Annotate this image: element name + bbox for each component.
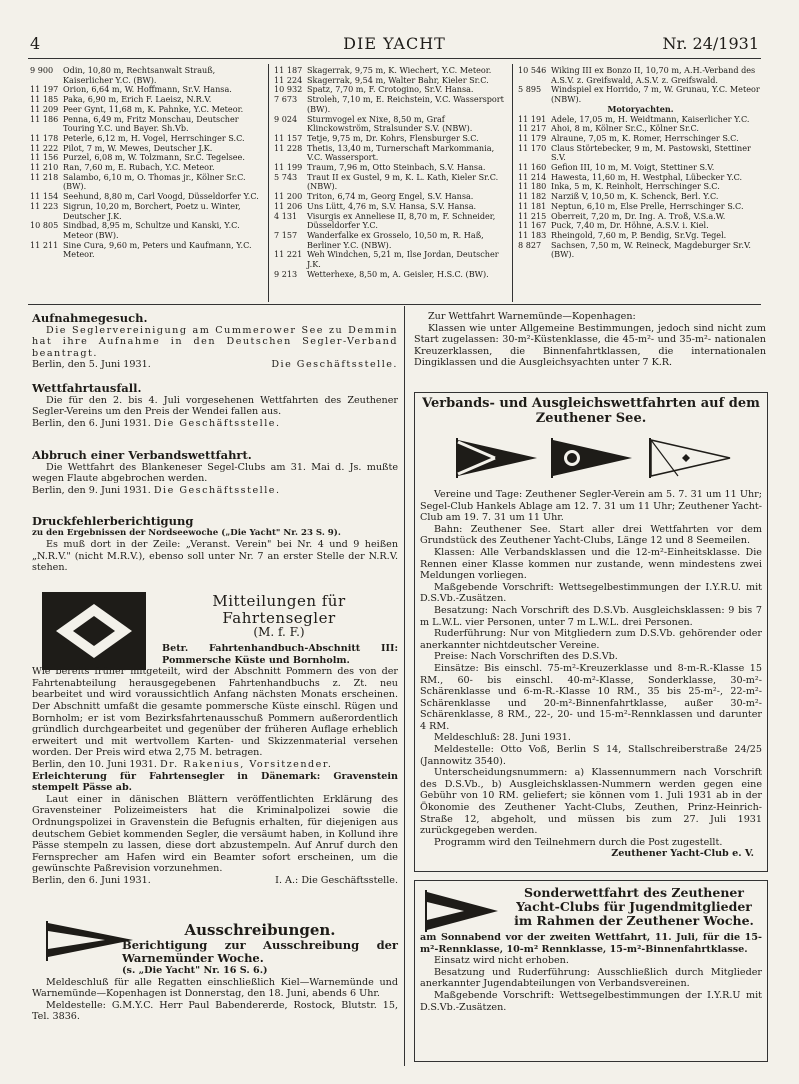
- sonder-section: [420, 886, 762, 1013]
- aufnahme-footer: Berlin, den 5. Juni 1931. Die Geschäftsstelle.: [32, 359, 398, 371]
- sonder-p1: Einsatz wird nicht erhoben.: [434, 955, 569, 967]
- entry-number: 11 210: [30, 162, 59, 173]
- page-header: [30, 34, 759, 56]
- zeuthen-p5: Besatzung: Nach Vorschrift des D.S.Vb. Ausgleichsklassen: 9 bis 7 m L.W.L. vier Personen, unter 7 m L.W.L. drei Personen.: [420, 604, 762, 628]
- zeuthen-p7: Preise: Nach Vorschriften des D.S.Vb.: [434, 651, 618, 663]
- zeuthen-p3: Klassen: Alle Verbandsklassen und die 12-m²-Einheitsklasse. Die Rennen einer Klasse kommen nur zustande, wenn mindestens zwei Meldungen vorliegen.: [420, 546, 762, 582]
- yacht-entry: [30, 221, 262, 240]
- journal-title: DIE YACHT: [343, 34, 446, 53]
- entry-text: Penna, 6,49 m, Fritz Monschau, Deutscher Touring Y.C. und Bayer. Sh.Vb.: [63, 113, 239, 134]
- yacht-list-column-1: [30, 66, 262, 260]
- ausschreibungen-sub: Berichtigung zur Ausschreibung der Warnemünder Woche.: [122, 938, 398, 965]
- entry-text: Paka, 6,90 m, Erich F. Laeisz, N.R.V.: [63, 94, 212, 105]
- sonder-p3: Maßgebende Vorschrift: Wettsegelbestimmungen der I.Y.R.U mit D.S.Vb.-Zusätzen.: [420, 989, 762, 1013]
- yacht-entry: [274, 231, 506, 250]
- yacht-entry: [274, 212, 506, 231]
- entry-number: 11 206: [274, 200, 303, 211]
- entry-text: Skagerrak, 9,54 m, Walter Bahr, Kieler Sr.C.: [307, 74, 489, 85]
- yacht-entry: [274, 173, 506, 192]
- abbruch-body: Die Wettfahrt des Blankeneser Segel-Clubs am 31. Mai d. Js. mußte wegen Flaute abgebrochen werden.: [32, 461, 398, 485]
- entry-text: Thetis, 13,40 m, Turnerschaft Markommania, V.C. Wassersport.: [307, 142, 495, 163]
- entry-text: Claus Störtebecker, 9 m, M. Pastowski, Stettiner S.V.: [551, 142, 751, 163]
- column-divider: [268, 64, 269, 302]
- entry-number: 11 167: [518, 220, 547, 231]
- entry-number: 11 199: [274, 162, 303, 173]
- entry-number: 11 183: [518, 229, 547, 240]
- club-pennant-icon: [455, 438, 539, 478]
- abbruch-footer: Berlin, den 9. Juni 1931. Die Geschäftsstelle.: [32, 484, 281, 496]
- entry-text: Adele, 17,05 m, H. Weidtmann, Kaiserlicher Y.C.: [551, 113, 750, 124]
- entry-number: 11 228: [274, 142, 303, 153]
- entry-number: 10 932: [274, 84, 303, 95]
- ausschreibungen: [32, 922, 398, 1023]
- entry-number: 11 156: [30, 152, 59, 163]
- abbruch: [32, 450, 398, 496]
- header-rule: [28, 58, 761, 59]
- warnemuende-kopenhagen: [414, 311, 766, 369]
- entry-text: Traut II ex Gustel, 9 m, K. L. Kath, Kieler Sr.C. (NBW).: [307, 171, 499, 192]
- page-number: 4: [30, 34, 41, 53]
- entry-text: Triton, 6,74 m, Georg Engel, S.V. Hansa.: [307, 191, 474, 202]
- entry-number: 5 743: [274, 171, 298, 182]
- entry-number: 11 191: [518, 113, 547, 124]
- aufnahme-body: Die Seglervereinigung am Cummerower See zu Demmin hat ihre Aufnahme in den Deutschen Segler-Verband beantragt.: [32, 324, 398, 359]
- ausschreibungen-body: Meldeschluß für alle Regatten einschließlich Kiel—Warnemünde und Warnemünde—Kopenhagen ist Donnerstag, den 18. Juni, abends 6 Uhr.: [32, 976, 398, 1000]
- entry-number: 11 218: [30, 171, 59, 182]
- entry-number: 11 200: [274, 191, 303, 202]
- column-divider: [404, 306, 405, 1066]
- yacht-entry: [518, 85, 763, 104]
- entry-number: 7 157: [274, 229, 298, 240]
- wettfahrtausfall: [32, 383, 398, 429]
- entry-number: 11 224: [274, 74, 303, 85]
- club-pennant-icon: [550, 438, 634, 478]
- yacht-entry: [274, 250, 506, 269]
- motoryachten-heading: Motoryachten.: [607, 103, 674, 114]
- entry-number: 11 197: [30, 84, 59, 95]
- yacht-entry: [30, 66, 262, 85]
- zeuthen-p4: Maßgebende Vorschrift: Wettsegelbestimmungen der I.Y.R.U. mit D.S.Vb.-Zusätzen.: [420, 581, 762, 605]
- entry-number: 11 187: [274, 65, 303, 75]
- entry-number: 11 182: [518, 191, 547, 202]
- sonder-title: Sonderwettfahrt des Zeuthener Yacht-Clubs für Jugendmitglieder im Rahmen der Zeuthener Woche.: [514, 885, 754, 928]
- entry-text: Alraune, 7,05 m, K. Romer, Herrschinger S.C.: [551, 132, 739, 143]
- entry-text: Odin, 10,80 m, Rechtsanwalt Strauß, Kaiserlicher Y.C. (BW).: [63, 65, 216, 85]
- entry-number: 11 215: [518, 210, 547, 221]
- zeuthen-body: [420, 489, 762, 860]
- entry-text: Spatz, 7,70 m, F. Crotogino, Sr.V. Hansa.: [307, 84, 474, 95]
- zeuthen-p2: Bahn: Zeuthener See. Start aller drei Wettfahrten vor dem Grundstück des Zeuthener Yacht-Clubs, Länge 12 und 8 Seemeilen.: [420, 523, 762, 547]
- yacht-entry: [274, 95, 506, 114]
- ausschreibungen-ref: (s. „Die Yacht" Nr. 16 S. 6.): [122, 965, 268, 976]
- ausfall-title: Wettfahrtausfall.: [32, 381, 142, 395]
- entry-text: Gefion III, 10 m, M. Voigt, Stettiner S.V.: [551, 162, 715, 173]
- entry-text: Seehund, 8,80 m, Carl Voogd, Düsseldorfer Y.C.: [63, 191, 259, 202]
- entry-text: Salambo, 6,10 m, O. Thomas jr., Kölner Sr.C. (BW).: [63, 171, 246, 192]
- entry-number: 11 154: [30, 191, 59, 202]
- entry-text: Sindbad, 8,95 m, Schultze und Kanski, Y.C. Meteor (BW).: [63, 220, 240, 240]
- entry-number: 5 895: [518, 84, 542, 95]
- yacht-entry: [518, 144, 763, 163]
- entry-text: Uns Lütt, 4,76 m, S.V. Hansa, S.V. Hansa.: [307, 200, 477, 211]
- yacht-entry: [518, 241, 763, 260]
- yacht-entry: [30, 241, 262, 260]
- entry-text: Peterle, 6,12 m, H. Vogel, Herrschinger S.C.: [63, 132, 245, 143]
- yacht-entry: [274, 115, 506, 134]
- entry-number: 10 546: [518, 65, 547, 75]
- mitteilungen-header: [160, 593, 398, 639]
- zeuthen-sign: Zeuthener Yacht-Club e. V.: [611, 848, 754, 860]
- sonder-p2: Besatzung und Ruderführung: Ausschließlich durch Mitglieder anerkannter Jugendabteilungen von Verbandsvereinen.: [420, 966, 762, 990]
- druckfehler-body: Es muß dort in der Zeile: „Veranst. Verein" bei Nr. 4 und 9 heißen „N.R.V." (nicht M.R.V.), ebenso soll unter Nr. 7 an erster Stelle der N.R.V. stehen.: [32, 539, 398, 574]
- mfs-p2-footer: Berlin, den 6. Juni 1931. I. A.: Die Geschäftsstelle.: [32, 874, 398, 886]
- entry-text: Purzel, 6,08 m, W. Tolzmann, Sr.C. Tegelsee.: [63, 152, 245, 163]
- entry-text: Wiking III ex Bonzo II, 10,70 m, A.H.-Verband des A.S.V. z. Greifswald, A.S.V. z. Greifswald.: [551, 65, 756, 85]
- mfs-sub1: Betr. Fahrtenhandbuch-Abschnitt III: Pommersche Küste und Bornholm.: [162, 643, 398, 666]
- entry-text: Sturmvogel ex Nixe, 8,50 m, Graf Klinckowström, Stralsunder S.V. (NBW).: [307, 113, 473, 134]
- entry-number: 11 214: [518, 171, 547, 182]
- yacht-entry: [274, 270, 506, 280]
- entry-text: Pilot, 7 m, W. Mewes, Deutscher J.K.: [63, 142, 213, 153]
- druckfehler-title: Druckfehlerberichtigung: [32, 514, 194, 528]
- mfs-title: Mitteilungen für Fahrtensegler: [212, 592, 346, 627]
- entry-text: Wetterhexe, 8,50 m, A. Geisler, H.S.C. (BW).: [307, 268, 489, 279]
- entry-number: 9 900: [30, 65, 54, 75]
- entry-text: Wanderfalke ex Grosselo, 10,50 m, R. Haß, Berliner Y.C. (NBW).: [307, 229, 484, 250]
- entry-number: 11 186: [30, 113, 59, 124]
- mfs-sub2: Erleichterung für Fahrtensegler in Dänemark: Gravenstein stempelt Pässe ab.: [32, 770, 398, 794]
- entry-number: 11 178: [30, 132, 59, 143]
- entry-text: Windspiel ex Horrido, 7 m, W. Grunau, Y.C. Meteor (NBW).: [551, 84, 760, 105]
- yacht-entry: [30, 115, 262, 134]
- yacht-list-column-3: [518, 66, 763, 260]
- entry-text: Hawesta, 11,60 m, H. Westphal, Lübecker Y.C.: [551, 171, 743, 182]
- entry-number: 9 213: [274, 268, 298, 279]
- entry-text: Skagerrak, 9,75 m, K. Wiechert, Y.C. Meteor.: [307, 65, 492, 75]
- entry-text: Puck, 7,40 m, Dr. Höhne, A.S.V. i. Kiel.: [551, 220, 709, 231]
- yacht-entry: [30, 202, 262, 221]
- yacht-entry: [518, 66, 763, 85]
- entry-text: Traum, 7,96 m, Otto Steinbach, S.V. Hansa.: [307, 162, 486, 173]
- zeuthen-title: Verbands- und Ausgleichswettfahrten auf dem Zeuthener See.: [422, 396, 760, 426]
- zeuthen-p1: Vereine und Tage: Zeuthener Segler-Verein am 5. 7. 31 um 11 Uhr; Segel-Club Hankels Ablage am 12. 7. 31 um 11 Uhr; Zeuthener Yacht-Club am 19. 7. 31 um 11 Uhr.: [420, 489, 762, 524]
- entry-text: Ahoi, 8 m, Kölner Sr.C., Kölner Sr.C.: [551, 123, 699, 134]
- zeuthen-p8: Einsätze: Bis einschl. 75-m²-Kreuzerklasse und 8-m-R.-Klasse 15 RM., 60- bis einschl. 40-m²-Klasse, Sonderklasse, 30-m²-Schärenklasse und 6-m-R.-Klasse 10 RM., 35 bis 25-m²-, 22-m²-Schärenklasse und 20-m²-Binnenfahrtklasse, außer 30-m²-Schärenklasse, 8 RM., 22-, 20- und 15-m²-Rennklassen und darunter 4 RM.: [420, 662, 762, 732]
- entry-number: 4 131: [274, 210, 298, 221]
- ausfall-footer: Berlin, den 6. Juni 1931. Die Geschäftsstelle.: [32, 417, 281, 429]
- right-top-heading: Zur Wettfahrt Warnemünde—Kopenhagen:: [428, 311, 636, 322]
- entry-number: 11 223: [30, 200, 59, 211]
- sonder-bold: am Sonnabend vor der zweiten Wettfahrt, 11. Juli, für die 15-m²-Rennklasse, 10-m² Rennklasse, 15-m²-Binnenfahrtklasse.: [420, 932, 762, 955]
- entry-number: 11 180: [518, 181, 547, 192]
- entry-text: Sachsen, 7,50 m, W. Reineck, Magdeburger Sr.V. (BW).: [551, 239, 751, 260]
- entry-number: 7 673: [274, 94, 298, 105]
- right-top-body: Klassen wie unter Allgemeine Bestimmungen, jedoch sind nicht zum Start zugelassen: 30-m²-Küstenklasse, die 45-m²- und 35-m²- nationalen Kreuzerklassen, die Binnenfahrtklassen, die internationalen Dingiklassen und die Ausgleichsyachten unter 7 K.R.: [414, 322, 766, 369]
- druckfehler: [32, 516, 398, 574]
- zeuthen-p11: Unterscheidungsnummern: a) Klassennummern nach Vorschrift des D.S.Vb., b) Ausgleichsklassen-Nummern werden gegen eine Gebühr von 10 RM. geliefert; sie können vom 1. Juli 1931 ab in der Ökonomie des Zeuthener Yacht-Clubs, Zeuthen, Prinz-Heinrich-Straße 12, abgeholt, und müssen bis zum 27. Juli 1931 zurückgegeben werden.: [420, 767, 762, 837]
- aufnahme-title: Aufnahmegesuch.: [32, 311, 148, 325]
- entry-number: 11 181: [518, 200, 547, 211]
- issue-number: Nr. 24/1931: [662, 34, 759, 53]
- entry-number: 10 805: [30, 220, 59, 231]
- mitteilungen-body: [32, 643, 398, 886]
- column-divider: [512, 64, 513, 302]
- abbruch-title: Abbruch einer Verbandswettfahrt.: [32, 448, 252, 462]
- entry-number: 9 024: [274, 113, 298, 124]
- entry-number: 11 179: [518, 132, 547, 143]
- entry-number: 11 170: [518, 142, 547, 153]
- entry-text: Rheingold, 7,60 m, P. Bendig, Sr.Vg. Tegel.: [551, 229, 727, 240]
- entry-text: Ran, 7,60 m, E. Rubach, Y.C. Meteor.: [63, 162, 215, 173]
- entry-text: Visurgis ex Anneliese II, 8,70 m, F. Schneider, Düsseldorfer Y.C.: [307, 210, 496, 231]
- mfs-p1-footer: Berlin, den 10. Juni 1931. Dr. Rakenius, Vorsitzender.: [32, 758, 333, 770]
- yacht-entry: [30, 173, 262, 192]
- aufnahmegesuch: [32, 313, 398, 371]
- mfs-p2: Laut einer in dänischen Blättern veröffentlichten Erklärung des Gravensteiner Polizeimeisters hat die Kriminalpolizei sowie die Ordnungspolizei in Gravenstein die Befugnis erhalten, für diejenigen aus deutschem Gebiet kommenden Segler, die versäumt haben, in Kollund ihre Pässe stempeln zu lassen, diese dort abzustempeln. Auf Anruf durch den Fernsprecher am Hafen wird ein Beamter sofort erscheinen, um die gewünschte Paßrevision vorzunehmen.: [32, 793, 398, 875]
- entry-text: Neptun, 6,10 m, Else Prelle, Herrschinger S.C.: [551, 200, 744, 211]
- zeuthen-p6: Ruderführung: Nur von Mitgliedern zum D.S.Vb. gehörender oder anerkannter nichtdeutscher Vereine.: [420, 628, 762, 651]
- entry-number: 11 157: [274, 132, 303, 143]
- entry-text: Sine Cura, 9,60 m, Peters und Kaufmann, Y.C. Meteor.: [63, 239, 252, 260]
- ausschreibungen-title: Ausschreibungen.: [184, 921, 336, 939]
- mfs-abbr: (M. f. F.): [253, 625, 305, 639]
- ausfall-body: Die für den 2. bis 4. Juli vorgesehenen Wettfahrten des Zeuthener Segler-Vereins um den Preis der Wendei fallen aus.: [32, 394, 398, 418]
- zeuthen-p9: Meldeschluß: 28. Juni 1931.: [434, 732, 571, 744]
- entry-number: 11 160: [518, 162, 547, 173]
- section-rule: [28, 304, 761, 305]
- entry-text: Sigrun, 10,20 m, Borchert, Poetz u. Winter, Deutscher J.K.: [63, 200, 241, 221]
- zeuthen-p12: Programm wird den Teilnehmern durch die Post zugestellt.: [434, 836, 723, 848]
- entry-number: 11 222: [30, 142, 59, 153]
- entry-text: Peer Gynt, 11,68 m, K. Pahnke, Y.C. Meteor.: [63, 103, 244, 114]
- entry-text: Oberreit, 7,20 m, Dr. Ing. A. Troß, V.S.a.W.: [551, 210, 726, 221]
- entry-number: 11 185: [30, 94, 59, 105]
- entry-text: Stroleh, 7,10 m, E. Reichstein, V.C. Wassersport (BW).: [307, 94, 504, 114]
- entry-text: Weh Windchen, 5,21 m, Ilse Jordan, Deutscher J.K.: [307, 249, 499, 270]
- zeuthen-section: [420, 396, 762, 426]
- zeuthen-p10: Meldestelle: Otto Voß, Berlin S 14, Stallschreiberstraße 24/25 (Jannowitz 3540).: [420, 744, 762, 767]
- ausschreibungen-meld: Meldestelle: G.M.Y.C. Herr Paul Babendererde, Rostock, Blutstr. 15, Tel. 3836.: [32, 999, 398, 1023]
- entry-number: 11 211: [30, 239, 59, 250]
- entry-number: 11 209: [30, 103, 59, 114]
- yacht-entry: [274, 144, 506, 163]
- entry-number: 11 217: [518, 123, 547, 134]
- entry-number: 11 221: [274, 249, 303, 260]
- entry-number: 8 827: [518, 239, 542, 250]
- entry-text: Narziß V, 10,50 m, K. Schenck, Berl. Y.C.: [551, 191, 719, 202]
- club-pennant-icon: [648, 438, 732, 478]
- entry-text: Inka, 5 m, K. Reinholt, Herrschinger S.C.: [551, 181, 720, 192]
- druckfehler-subtitle: zu den Ergebnissen der Nordseewoche („Die Yacht" Nr. 23 S. 9).: [32, 527, 341, 538]
- yacht-list-column-2: [274, 66, 506, 279]
- entry-text: Orion, 6,64 m, W. Hoffmann, Sr.V. Hansa.: [63, 84, 232, 95]
- entry-text: Tetje, 9,75 m, Dr. Kohrs, Flensburger S.C.: [307, 132, 479, 143]
- mfs-p1: Wie bereits früher mitgeteilt, wird der Abschnitt Pommern des von der Fahrtenabteilung herausgegebenen Fahrtenhandbuchs z. Zt. neu bearbeitet und wird voraussichtlich Anfang nächsten Monats erscheinen. Der Abschnitt umfaßt die gesamte pommersche Küste einschl. Rügen und Bornholm; er ist vom Bezirksfahrtenausschuß Pommern außerordentlich gründlich durchgearbeitet und gegenüber der früheren Auflage erheblich erweitert und mit wertvollem Karten- und Skizzenmaterial versehen worden. Der Preis wird etwa 2,75 M. betragen.: [32, 666, 398, 759]
